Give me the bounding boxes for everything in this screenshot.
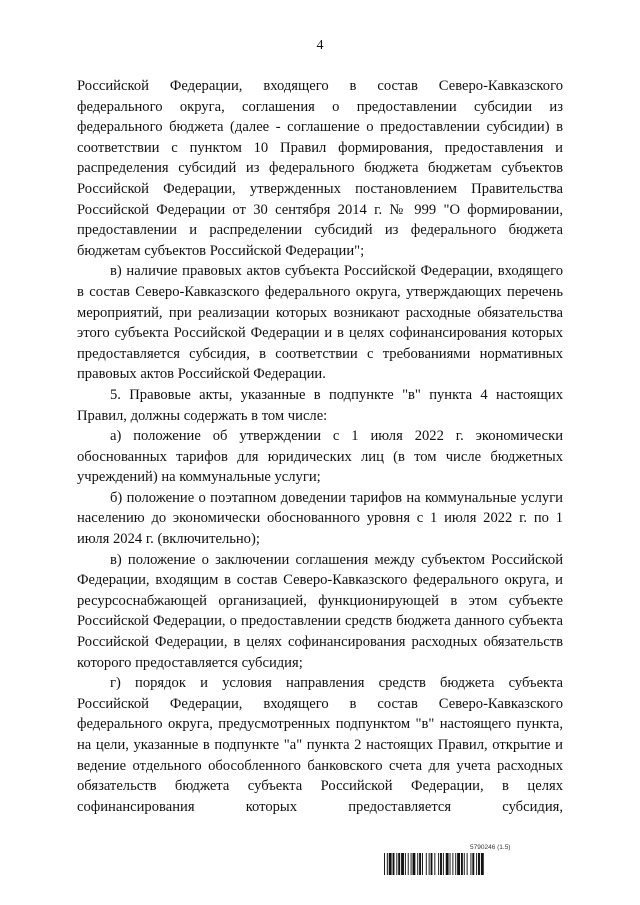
paragraph-5v: в) положение о заключении соглашения между субъектом Российской Федерации, входящим в состав Северо-Кавказского федерального округа, и ресурсоснабжающей организацией, функционирующей в этом субъекте Российской Федерации, о предоставлении средств бюджета данного субъекта Российской Федерации, в целях софинансирования расходных обязательств которого предоставляется субсидия;: [77, 551, 563, 671]
paragraph-5a: а) положение об утверждении с 1 июля 2022 г. экономически обоснованных тарифов для юридических лиц (в том числе бюджетных учреждений) на коммунальные услуги;: [77, 428, 563, 486]
document-code: 5790246 (1.5): [470, 844, 511, 851]
paragraph-4v: в) наличие правовых актов субъекта Российской Федерации, входящего в состав Северо-Кавказского федерального округа, утверждающих перечень мероприятий, при реализации которых возникают расходные обязательства этого субъекта Российской Федерации и в целях софинансирования которых предоставляется субсидия, в соответствии с требованиями нормативных правовых актов Российской Федерации.: [77, 263, 563, 383]
paragraph-continuation: Российской Федерации, входящего в состав Северо-Кавказского федерального округа, соглашения о предоставлении субсидии из федерального бюджета (далее - соглашение о предоставлении субсидии) в соответствии с пунктом 10 Правил формирования, предоставления и распределения субсидий из федерального бюджета бюджетам субъектов Российской Федерации, утвержденных постановлением Правительства Российской Федерации от 30 сентября 2014 г. № 999 "О формировании, предоставлении и распределении субсидий из федерального бюджета бюджетам субъектов Российской Федерации";: [77, 78, 563, 259]
paragraph-5: 5. Правовые акты, указанные в подпункте "в" пункта 4 настоящих Правил, должны содержать в том числе:: [77, 386, 563, 424]
paragraph-5g: г) порядок и условия направления средств бюджета субъекта Российской Федерации, входящего в состав Северо-Кавказского федерального округа, предусмотренных подпунктом "в" настоящего пункта, на цели, указанные в подпункте "а" пункта 2 настоящих Правил, открытие и ведение отдельного обособленного банковского счета для учета расходных обязательств бюджета субъекта Российской Федерации, в целях софинансирования которых предоставляется субсидия,: [77, 675, 563, 815]
page-number: 4: [316, 38, 324, 53]
document-body: [77, 76, 563, 817]
barcode-icon: [384, 853, 564, 875]
paragraph-5b: б) положение о поэтапном доведении тарифов на коммунальные услуги населению до экономически обоснованного уровня с 1 июля 2022 г. по 1 июля 2024 г. (включительно);: [77, 489, 563, 548]
